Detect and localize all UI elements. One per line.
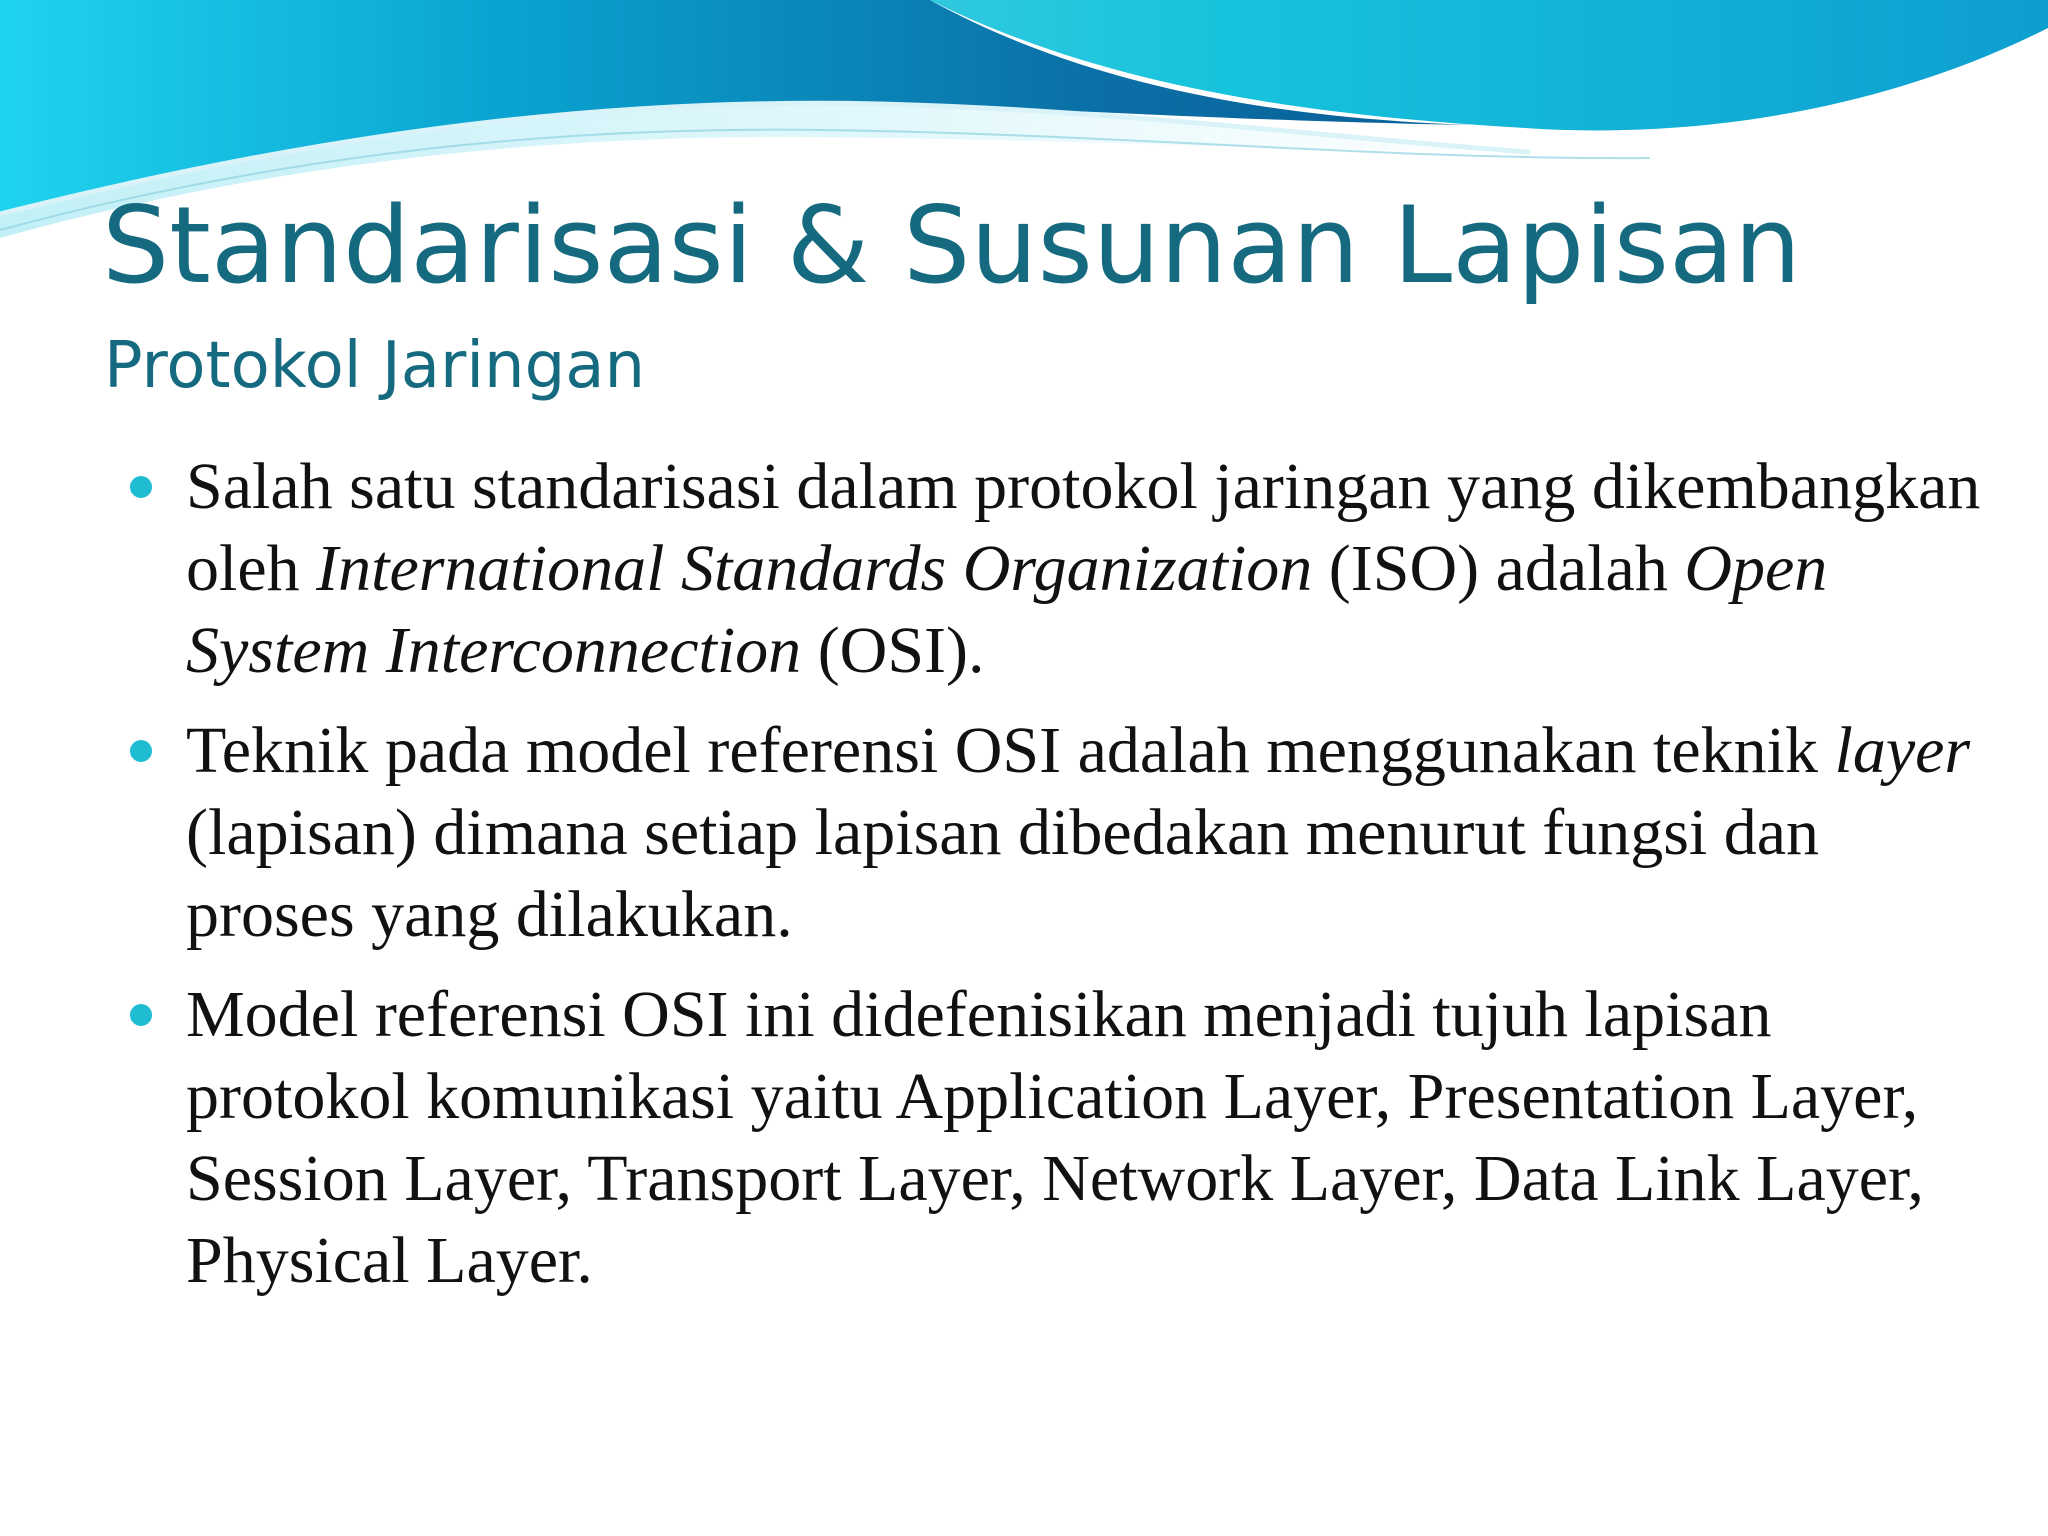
bullet-text-part: (OSI). xyxy=(801,614,985,687)
bullet-text xyxy=(186,714,1970,951)
bullet-list xyxy=(128,446,1988,1320)
bullet-item-layer-technique xyxy=(128,710,1988,956)
bullet-dot-icon xyxy=(130,740,152,762)
bullet-text-part: Salah satu standarisasi dalam protokol jaringan yang dikembangkan oleh xyxy=(186,450,1981,605)
bullet-item-iso-osi xyxy=(128,446,1988,692)
bullet-text-italic: layer xyxy=(1834,714,1971,787)
bullet-text xyxy=(186,450,1980,687)
bullet-text-part: (lapisan) dimana setiap lapisan dibedakan menurut fungsi dan proses yang dilakukan. xyxy=(186,796,1820,951)
slide-title: Standarisasi & Susunan Lapisan xyxy=(102,184,1802,307)
bullet-item-seven-layers xyxy=(128,974,1988,1302)
bullet-text xyxy=(186,978,1924,1297)
slide-subtitle: Protokol Jaringan xyxy=(104,329,645,403)
bullet-text-italic: International Standards Organization xyxy=(316,532,1313,605)
bullet-text-part: (ISO) adalah xyxy=(1312,532,1685,605)
bullet-text-italic: Open System Interconnection xyxy=(186,532,1828,687)
bullet-dot-icon xyxy=(130,476,152,498)
bullet-text-part: Model referensi OSI ini didefenisikan menjadi tujuh lapisan protokol komunikasi yaitu Application Layer, Presentation Layer, Session Layer, Transport Layer, Network Layer, Data Link Layer, Physical Layer. xyxy=(186,978,1924,1297)
bullet-dot-icon xyxy=(130,1004,152,1026)
bullet-text-part: Teknik pada model referensi OSI adalah menggunakan teknik xyxy=(186,714,1835,787)
